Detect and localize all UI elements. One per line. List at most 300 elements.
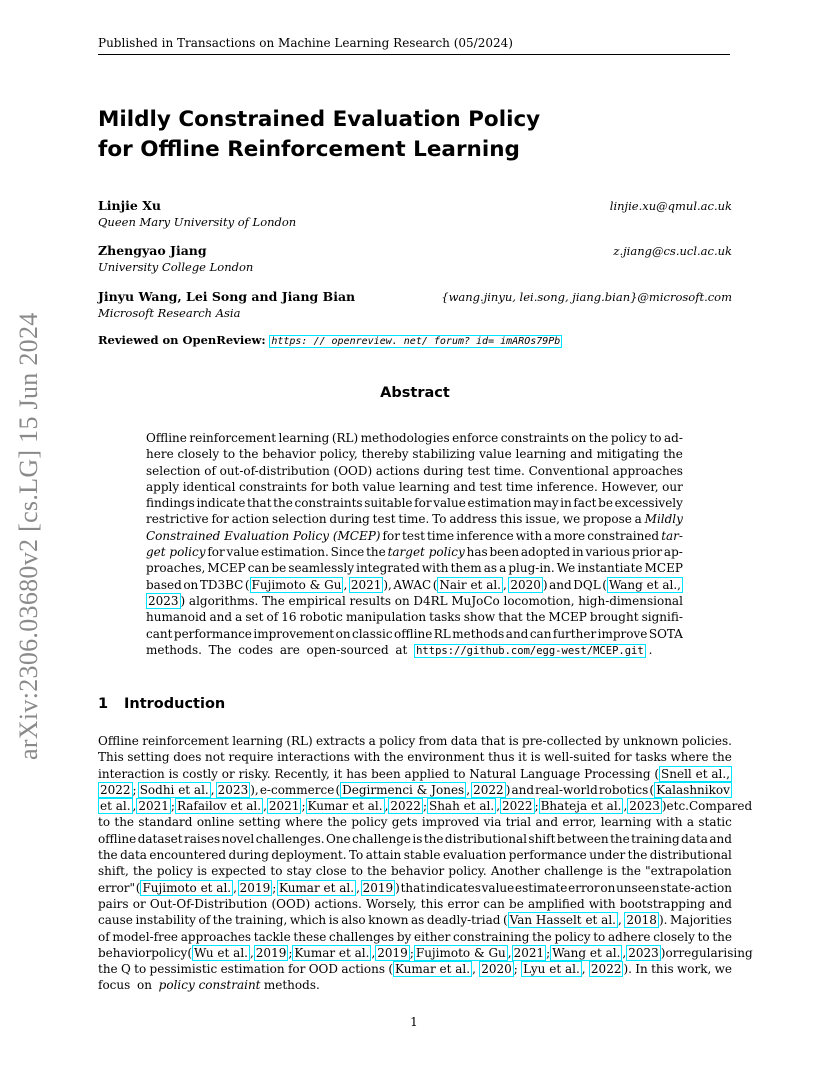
- citation-link[interactable]: Van Hasselt et al.: [509, 913, 616, 928]
- citation-link[interactable]: 2021: [268, 799, 300, 814]
- word-group: [660, 880, 732, 896]
- word-group: [346, 766, 367, 782]
- word: locomotion,: [503, 593, 575, 608]
- word: constraints: [294, 496, 363, 511]
- word-group: [664, 544, 683, 560]
- word: policy: [151, 945, 188, 960]
- citation-link[interactable]: 2021: [513, 945, 545, 960]
- word-group: [216, 782, 259, 798]
- word-group: [371, 766, 401, 782]
- word-group: [146, 560, 205, 576]
- citation-link[interactable]: 2023: [628, 945, 659, 960]
- word: Offline: [98, 734, 139, 748]
- word-group: [150, 896, 267, 912]
- author-email: z.jiang@cs.ucl.ac.uk: [613, 244, 732, 258]
- author-affiliation: University College London: [98, 260, 254, 274]
- word-group: [238, 642, 276, 659]
- citation-link[interactable]: 2019: [362, 880, 394, 895]
- text-line: [98, 749, 732, 765]
- word: error: [447, 896, 480, 911]
- word: bootstrapping: [619, 896, 706, 911]
- word: based: [146, 577, 182, 592]
- word: (OOD): [333, 463, 373, 478]
- word: and: [709, 896, 732, 911]
- word-group: [483, 896, 505, 912]
- word: ,: [623, 799, 628, 814]
- citation-link[interactable]: Kalashnikov: [656, 782, 730, 797]
- word: ,: [356, 880, 360, 895]
- word: (RL): [286, 734, 313, 748]
- word-group: [544, 749, 610, 765]
- word: to: [223, 447, 236, 462]
- word-group: [267, 609, 279, 625]
- citation-link[interactable]: 2019: [239, 880, 271, 895]
- word-group: [614, 749, 631, 765]
- citation-link[interactable]: Kumar et al.: [294, 945, 370, 960]
- word-group: [433, 495, 466, 511]
- word: under: [589, 848, 626, 863]
- word-group: [456, 528, 514, 544]
- word-group: [207, 560, 245, 576]
- word-group: [516, 528, 543, 544]
- citation-link[interactable]: 2020: [510, 577, 541, 592]
- word-group: [635, 511, 642, 527]
- paper-title-line-1: Mildly Constrained Evaluation Policy: [98, 107, 541, 132]
- word-group: [503, 593, 574, 609]
- word: out-of-distribution: [219, 463, 330, 478]
- word-group: [384, 749, 404, 765]
- word: ;: [546, 945, 551, 960]
- word: to: [98, 815, 111, 830]
- word-group: [146, 511, 209, 527]
- word-group: [635, 749, 667, 765]
- citation-link[interactable]: 2019: [255, 945, 287, 960]
- word-group: [199, 912, 211, 928]
- word-group: [509, 733, 519, 749]
- word-group: [361, 880, 400, 896]
- word: In: [635, 962, 648, 977]
- word: 16: [281, 610, 297, 625]
- word: Language: [520, 766, 581, 781]
- word-group: [271, 847, 346, 863]
- word: unknown: [622, 734, 679, 748]
- text-line: [98, 912, 732, 928]
- word-group: [211, 511, 228, 527]
- text-line: [146, 528, 683, 544]
- word: ,: [503, 577, 507, 592]
- citation-link[interactable]: 2022: [590, 962, 622, 977]
- word: tackle: [253, 929, 291, 944]
- word: data: [120, 848, 147, 863]
- word: which: [289, 913, 327, 928]
- word-group: [341, 912, 365, 928]
- citation-link[interactable]: 2022: [473, 782, 504, 797]
- text-line: [146, 626, 683, 642]
- word-group: [285, 814, 323, 830]
- word: open-sourced: [306, 642, 389, 657]
- author-name: Jinyu Wang, Lei Song and Jiang Bian: [98, 289, 356, 304]
- word: findings: [146, 496, 195, 511]
- word: gets: [391, 815, 418, 830]
- word: tasks: [429, 610, 461, 625]
- citation-link[interactable]: 2023: [629, 799, 660, 814]
- section-heading-introduction: [98, 696, 225, 712]
- citation-link[interactable]: Kumar et al.: [279, 880, 355, 895]
- citation-link[interactable]: Nair et al.: [439, 577, 501, 592]
- citation-link[interactable]: 2021: [350, 577, 382, 592]
- word-group: [589, 896, 616, 912]
- word-group: [557, 560, 575, 576]
- word: ,: [132, 799, 137, 814]
- word: both: [331, 479, 360, 494]
- word-group: [388, 961, 476, 977]
- word-group: [388, 544, 465, 560]
- word-group: [528, 831, 555, 847]
- word: DQL: [573, 577, 601, 592]
- word: policy: [379, 734, 416, 748]
- word-group: [332, 479, 359, 495]
- citation-link[interactable]: Snell et al.,: [661, 766, 730, 781]
- word: that: [480, 734, 506, 748]
- citation-link[interactable]: Degirmenci & Jones: [342, 782, 465, 797]
- word: setting: [238, 815, 281, 830]
- word: during: [329, 512, 370, 527]
- word: the: [132, 864, 153, 879]
- citation-link[interactable]: Wang et al.: [552, 945, 621, 960]
- word: methods.: [146, 642, 202, 657]
- word-group: [351, 863, 363, 879]
- word-group: [663, 446, 683, 462]
- word-group: [678, 945, 752, 961]
- word: can: [483, 896, 505, 911]
- text-line: [98, 977, 732, 993]
- word-group: [615, 495, 683, 511]
- word: ): [660, 945, 666, 960]
- word-group: [499, 560, 506, 576]
- word-group: [412, 446, 475, 462]
- text-line: [146, 479, 683, 495]
- citation-link[interactable]: Lyu et al.: [523, 962, 580, 977]
- citation-link[interactable]: 2022: [502, 799, 533, 814]
- word-group: [159, 977, 261, 993]
- word-group: [645, 863, 732, 879]
- word-group: [599, 782, 648, 798]
- word: ): [395, 880, 400, 895]
- word-group: [349, 847, 363, 863]
- word-group: [369, 733, 376, 749]
- word-group: [401, 880, 426, 896]
- word-group: [327, 814, 347, 830]
- word: shift,: [98, 864, 129, 879]
- word-group: [712, 749, 732, 765]
- word-group: [631, 831, 680, 847]
- word-group: [239, 814, 281, 830]
- word: expected: [211, 864, 267, 879]
- word-group: [232, 511, 270, 527]
- word: "extrapolation: [645, 864, 732, 879]
- emphasis-text: tar-: [661, 528, 683, 543]
- word: ).: [658, 913, 668, 928]
- word-group: [261, 544, 329, 560]
- word-group: [554, 528, 585, 544]
- word: the: [621, 864, 641, 879]
- word-group: [207, 544, 224, 560]
- word-group: [414, 929, 450, 945]
- word-group: [146, 544, 206, 560]
- word-group: [114, 814, 134, 830]
- word-group: [632, 544, 662, 560]
- word-group: [197, 863, 207, 879]
- word-group: [587, 528, 659, 544]
- word: ,: [622, 945, 627, 960]
- word-group: [605, 733, 619, 749]
- word-group: [715, 961, 732, 977]
- word: robotics: [598, 782, 649, 797]
- word: ),: [250, 782, 259, 797]
- word: training,: [234, 913, 288, 928]
- word-group: [427, 912, 501, 928]
- word-group: [391, 863, 444, 879]
- word-group: [394, 626, 432, 642]
- citation-link[interactable]: Shah et al.: [428, 799, 495, 814]
- word: between: [556, 831, 609, 846]
- word: known: [368, 913, 409, 928]
- text-line: [98, 929, 732, 945]
- word-group: [286, 733, 312, 749]
- word: test: [372, 512, 396, 527]
- text-line: [98, 961, 732, 977]
- citation-link[interactable]: 2019: [377, 945, 408, 960]
- citation-link[interactable]: Wu et al.: [194, 945, 248, 960]
- word-group: [334, 463, 373, 479]
- word: and: [209, 610, 233, 625]
- word: stabilizing: [412, 447, 476, 462]
- word: distributional: [649, 848, 732, 863]
- word: a: [634, 512, 642, 527]
- word: policy: [156, 864, 193, 879]
- word: the: [327, 815, 348, 830]
- author-name: Linjie Xu: [98, 198, 161, 213]
- word-group: [388, 798, 427, 814]
- word: and: [453, 479, 476, 494]
- citation-link[interactable]: Bhateja et al.: [540, 799, 622, 814]
- word: learning: [398, 479, 450, 494]
- code-link[interactable]: https://github.com/egg-west/MCEP.git: [416, 644, 644, 657]
- citation-link[interactable]: 2021: [138, 799, 169, 814]
- citation-link[interactable]: 2022: [100, 782, 131, 797]
- word-group: [698, 814, 732, 830]
- word: value: [481, 880, 515, 895]
- word-group: [533, 495, 558, 511]
- word-group: [414, 642, 656, 659]
- text-line: [146, 593, 683, 609]
- word: for: [211, 512, 229, 527]
- word-group: [506, 479, 533, 495]
- word: manipulation: [345, 610, 427, 625]
- word-group: [294, 495, 362, 511]
- word: Compared: [689, 799, 753, 814]
- word-group: [544, 863, 603, 879]
- text-line: [98, 847, 732, 863]
- word-group: [300, 609, 343, 625]
- word: ,: [384, 799, 389, 814]
- word-group: [146, 430, 187, 446]
- text-line: [146, 463, 683, 479]
- word: the: [212, 913, 233, 928]
- citation-link[interactable]: Fujimoto & Gu: [251, 577, 342, 592]
- word-group: [133, 896, 146, 912]
- word-group: [509, 847, 587, 863]
- word: shift: [528, 831, 556, 846]
- word-group: [593, 929, 605, 945]
- word: cause: [98, 913, 133, 928]
- word-group: [392, 814, 418, 830]
- word: real-world: [535, 782, 598, 797]
- word-group: [712, 929, 732, 945]
- word-group: [98, 880, 135, 896]
- word-group: [549, 577, 572, 593]
- word-group: [484, 560, 497, 576]
- word-group: [239, 446, 259, 462]
- word: actions: [375, 463, 420, 478]
- word: policy: [610, 431, 647, 445]
- word: to: [134, 962, 147, 977]
- word: the: [712, 929, 732, 944]
- word: RL: [433, 626, 451, 641]
- word-group: [150, 961, 218, 977]
- citation-link[interactable]: 2023: [148, 593, 179, 608]
- word: show: [463, 610, 496, 625]
- word: with: [655, 815, 683, 830]
- openreview-link[interactable]: https: // openreview. net/ forum? id= imAROs79Pb: [271, 336, 561, 347]
- word: learning: [278, 431, 330, 445]
- word-group: [414, 945, 512, 961]
- word-group: [677, 961, 711, 977]
- word-group: [196, 495, 245, 511]
- word: reinforcement: [189, 431, 277, 445]
- word-group: [142, 733, 229, 749]
- word-group: [205, 749, 225, 765]
- citation-link[interactable]: et al.: [100, 799, 131, 814]
- word-group: [288, 961, 305, 977]
- word-group: [183, 479, 236, 495]
- word: challenge: [544, 864, 603, 879]
- text-line: [146, 544, 683, 560]
- word: MCEP: [644, 561, 683, 576]
- word: time.: [493, 463, 525, 478]
- word: Natural: [469, 766, 517, 781]
- word-group: [220, 463, 330, 479]
- word-group: [649, 430, 661, 446]
- word: pessimistic: [149, 962, 218, 977]
- citation-link[interactable]: 2023: [217, 782, 249, 797]
- citation-link[interactable]: 2022: [390, 799, 421, 814]
- word: Another: [490, 864, 540, 879]
- word-group: [157, 863, 193, 879]
- word-group: [264, 977, 323, 993]
- citation-link[interactable]: Fujimoto et al.: [142, 880, 232, 895]
- word: ;: [170, 799, 175, 814]
- word-group: [346, 609, 426, 625]
- word: (: [388, 962, 393, 977]
- word: the: [423, 831, 444, 846]
- word: This: [98, 750, 124, 765]
- word: MuJoCo: [451, 593, 500, 608]
- word-group: [376, 463, 420, 479]
- word: thereby: [361, 447, 409, 462]
- word: ,: [249, 945, 254, 960]
- word: policy,: [319, 447, 358, 462]
- word-group: [98, 782, 137, 798]
- text-line: [98, 896, 732, 912]
- word: Processing: [584, 766, 651, 781]
- word-group: [709, 896, 732, 912]
- word: value: [433, 496, 466, 511]
- word-group: [709, 831, 732, 847]
- word: learning: [515, 447, 567, 462]
- word-group: [254, 945, 293, 961]
- citation-link[interactable]: Kumar et al.: [395, 962, 471, 977]
- word: indicates: [425, 880, 481, 895]
- word-group: [451, 593, 499, 609]
- word-group: [426, 880, 481, 896]
- word-group: [332, 430, 358, 446]
- word: interaction: [98, 766, 165, 781]
- word: extracts: [316, 734, 366, 748]
- word-group: [433, 577, 507, 593]
- word: model-free: [112, 929, 179, 944]
- word: these: [293, 929, 327, 944]
- citation-link[interactable]: 2020: [481, 962, 512, 977]
- word: ,: [371, 945, 376, 960]
- word: thus: [488, 750, 515, 765]
- word-group: [262, 446, 315, 462]
- word: offline: [394, 626, 433, 641]
- word: we: [714, 962, 732, 977]
- citation-link[interactable]: Rafailov et al.: [176, 799, 262, 814]
- word: (: [654, 766, 660, 781]
- citation-link[interactable]: Sodhi et al.: [139, 782, 209, 797]
- word-group: [589, 961, 632, 977]
- word-group: [532, 929, 552, 945]
- word-group: [254, 929, 291, 945]
- word-group: [366, 544, 386, 560]
- word: selection: [272, 512, 327, 527]
- word: prior: [631, 545, 663, 560]
- word-group: [175, 798, 267, 814]
- word-group: [277, 749, 350, 765]
- word-group: [146, 577, 182, 593]
- word-group: [411, 912, 424, 928]
- word: pre-collected: [522, 734, 602, 748]
- word-group: [248, 560, 270, 576]
- citation-link[interactable]: Wang et al.,: [608, 577, 681, 592]
- word-group: [530, 749, 540, 765]
- citation-link[interactable]: 2018: [626, 913, 657, 928]
- author-email: linjie.xu@qmul.ac.uk: [609, 199, 732, 213]
- citation-link[interactable]: Fujimoto & Gu: [415, 945, 506, 960]
- word-group: [503, 912, 622, 928]
- word: methodologies: [360, 431, 450, 445]
- word-group: [292, 945, 375, 961]
- word: ;: [534, 799, 539, 814]
- word: behavior: [98, 945, 152, 960]
- word: mitigating: [596, 447, 660, 462]
- word: OOD: [308, 962, 338, 977]
- word-group: [204, 463, 216, 479]
- introduction-body: [98, 733, 753, 994]
- citation-link[interactable]: Kumar et al.: [307, 799, 383, 814]
